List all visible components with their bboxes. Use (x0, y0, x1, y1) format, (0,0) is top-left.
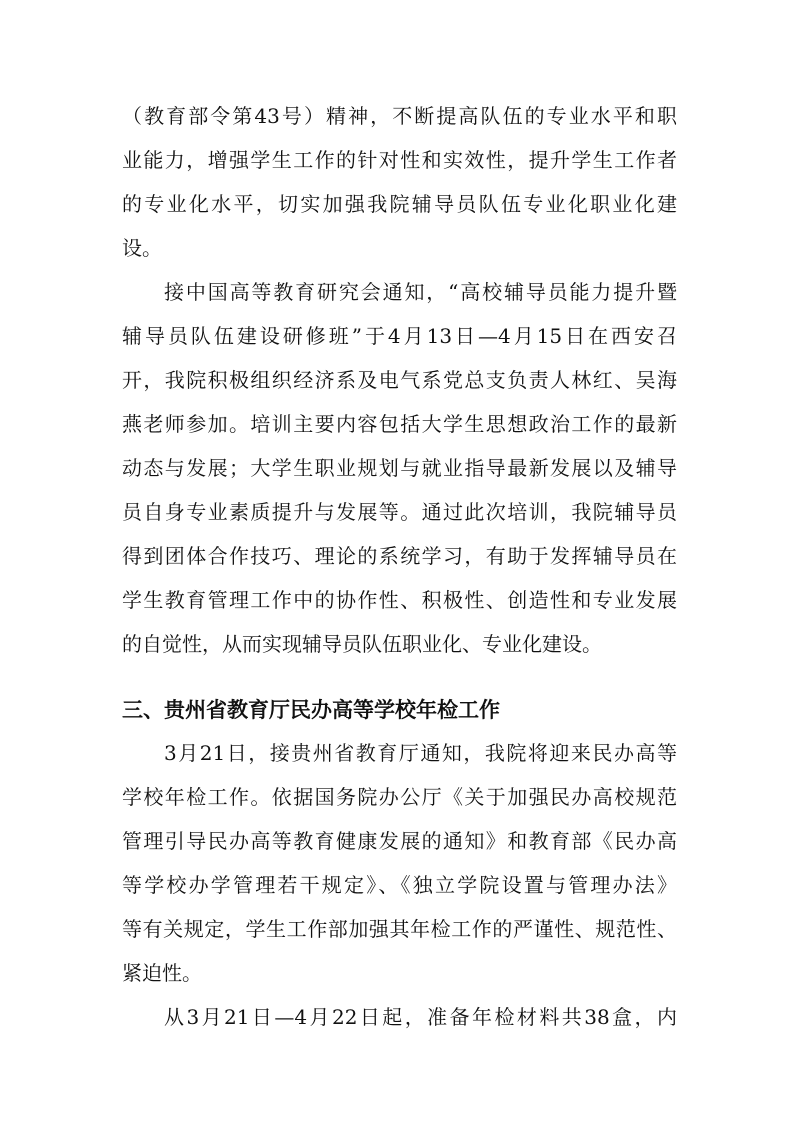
para2-line-4: 燕老师参加。培训主要内容包括大学生思想政治工作的最新 (122, 412, 677, 436)
para3-line-3: 管理引导民办高等教育健康发展的通知》和教育部《民办高 (122, 829, 677, 853)
para3-line-6: 紧迫性。 (122, 961, 202, 985)
para1-line-1: （教育部令第43号）精神，不断提高队伍的专业水平和职 (122, 104, 677, 128)
para3-line-4: 等学校办学管理若干规定》、《独立学院设置与管理办法》 (122, 873, 677, 897)
para3-line-5: 等有关规定，学生工作部加强其年检工作的严谨性、规范性、 (122, 917, 677, 941)
para2-line-2: 辅导员队伍建设研修班”于4月13日—4月15日在西安召 (122, 324, 677, 348)
para3-line-2: 学校年检工作。依据国务院办公厅《关于加强民办高校规范 (122, 785, 677, 809)
para1-line-2: 业能力，增强学生工作的针对性和实效性，提升学生工作者 (122, 148, 677, 172)
para4-line-1: 从3月21日—4月22日起，准备年检材料共38盒，内 (164, 1005, 677, 1029)
para2-line-3: 开，我院积极组织经济系及电气系党总支负责人林红、吴海 (122, 368, 677, 392)
para2-line-6: 员自身专业素质提升与发展等。通过此次培训，我院辅导员 (122, 500, 677, 524)
para1-line-4: 设。 (122, 236, 162, 260)
para2-line-9: 的自觉性，从而实现辅导员队伍职业化、专业化建设。 (122, 632, 602, 656)
section-heading: 三、贵州省教育厅民办高等学校年检工作 (122, 698, 500, 722)
para3-line-1: 3月21日，接贵州省教育厅通知，我院将迎来民办高等 (164, 741, 677, 765)
para2-line-1: 接中国高等教育研究会通知，“高校辅导员能力提升暨 (164, 280, 677, 304)
para1-line-3: 的专业化水平，切实加强我院辅导员队伍专业化职业化建 (122, 192, 677, 216)
para2-line-8: 学生教育管理工作中的协作性、积极性、创造性和专业发展 (122, 588, 677, 612)
para2-line-5: 动态与发展；大学生职业规划与就业指导最新发展以及辅导 (122, 456, 677, 480)
para2-line-7: 得到团体合作技巧、理论的系统学习，有助于发挥辅导员在 (122, 544, 677, 568)
